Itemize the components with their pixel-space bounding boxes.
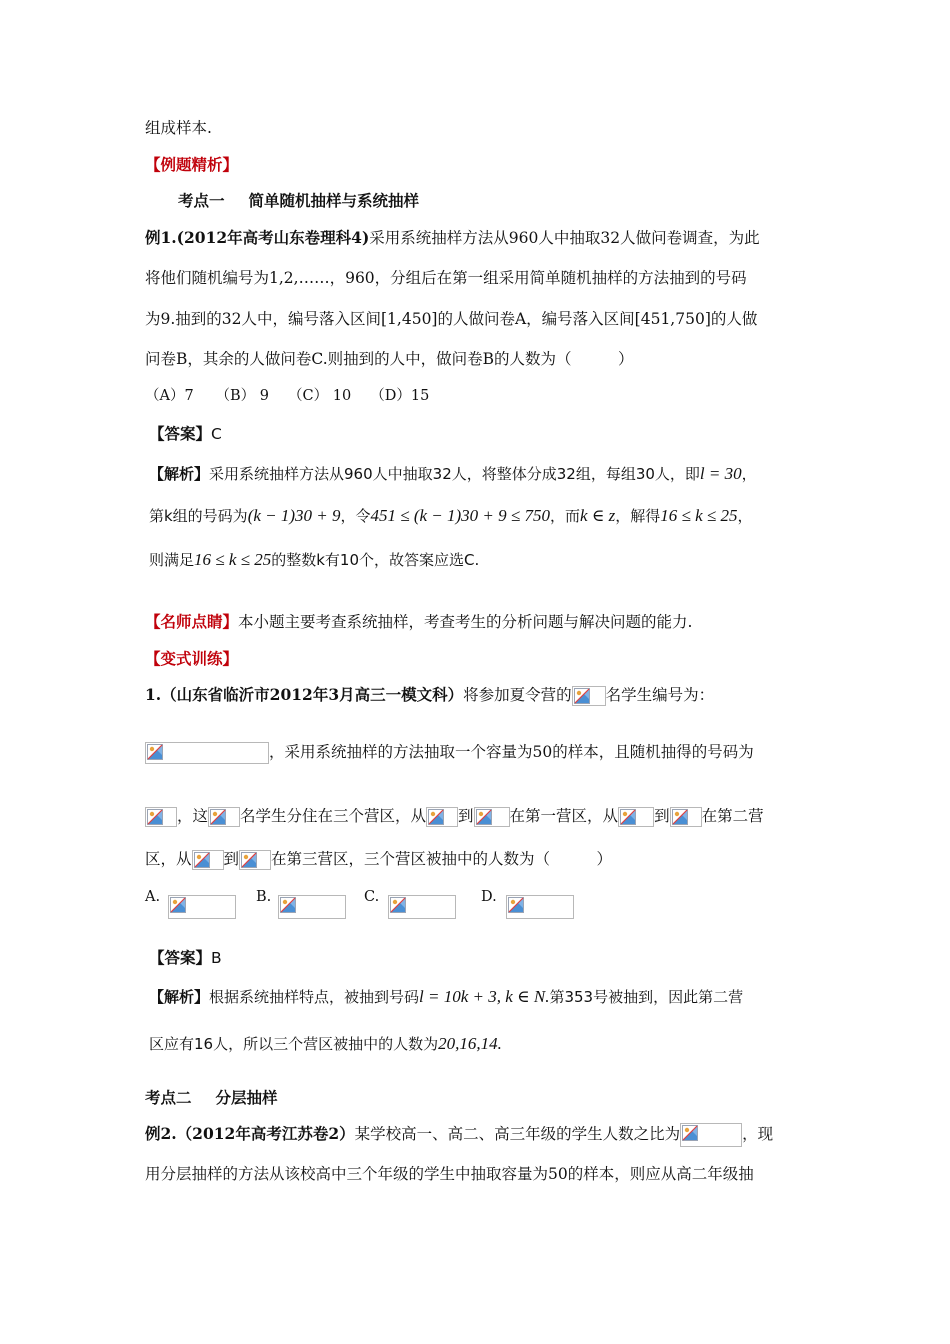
ex2-text1a: 某学校高一、高二、高三年级的学生人数之比为 [354, 1125, 681, 1143]
broken-image-icon [145, 742, 269, 764]
v1-text3f: 在第二营 [701, 807, 764, 825]
v1-text3a: ，这 [177, 807, 209, 825]
ex1-analysis-text2d: ，解得 [615, 507, 661, 525]
ex1-answer [149, 424, 222, 444]
v1-text3d: 在第一营区，从 [509, 807, 619, 825]
topic1-label: 考点一 [178, 191, 225, 210]
v1-analysis-text1a: 根据系统抽样特点，被抽到号码 [209, 988, 420, 1006]
ex1-analysis-line3 [149, 550, 479, 570]
v1-line3 [145, 806, 764, 827]
broken-image-icon [618, 807, 654, 827]
broken-image-icon [506, 895, 574, 919]
v1-text3b: 名学生分住在三个营区，从 [240, 807, 427, 825]
topic2-title: 分层抽样 [215, 1088, 278, 1107]
ex1-analysis-text3b: 的整数k有10个，故答案应选C. [271, 551, 480, 569]
ex1-analysis-label: 【解析】 [149, 465, 210, 483]
topic1-title: 简单随机抽样与系统抽样 [248, 191, 420, 210]
v1-analysis-text1b: 第353号被抽到，因此第二营 [549, 988, 744, 1006]
v1-answer [149, 948, 222, 968]
broken-image-icon [426, 807, 458, 827]
ex1-answer-label: 【答案】 [149, 425, 212, 443]
v1-option-d: D. [481, 889, 497, 905]
broken-image-icon [670, 807, 702, 827]
ex1-analysis-line2 [149, 506, 753, 526]
ex1-analysis-text2c: ，而 [550, 507, 581, 525]
v1-answer-value: B [211, 949, 222, 967]
v1-option-b: B. [256, 889, 272, 905]
v1-text4c: 在第三营区，三个营区被抽中的人数为（ ） [271, 850, 613, 868]
ex1-analysis-line1 [149, 464, 757, 484]
v1-line2 [145, 742, 754, 764]
topic2-label: 考点二 [145, 1088, 192, 1107]
broken-image-icon [278, 895, 346, 919]
ex1-line1 [145, 228, 760, 248]
v1-answer-label: 【答案】 [149, 949, 212, 967]
broken-image-icon [192, 850, 224, 870]
broken-image-icon [208, 807, 240, 827]
ex1-analysis-text3a: 则满足 [149, 551, 195, 569]
broken-image-icon [388, 895, 456, 919]
ex1-analysis-math1: l = 30 [699, 464, 742, 483]
ex1-analysis-math2: (k − 1)30 + 9 [247, 506, 341, 525]
ex1-analysis-text1a: 采用系统抽样方法从960人中抽取32人，将整体分成32组，每组30人，即 [209, 465, 700, 483]
v1-option-a: A. [145, 889, 161, 905]
ex1-analysis-math3: 451 ≤ (k − 1)30 + 9 ≤ 750 [370, 506, 550, 525]
ex1-options: （A）7 （B） 9 （C） 10 （D）15 [145, 388, 430, 404]
ex1-analysis-math6: 16 ≤ k ≤ 25 [194, 550, 272, 569]
broken-image-icon [474, 807, 510, 827]
ex1-line2: 将他们随机编号为1,2,……，960，分组后在第一组采用简单随机抽样的方法抽到的号码 [145, 269, 747, 287]
ex1-comment [145, 612, 692, 632]
section-variant-heading: 【变式训练】 [145, 649, 239, 668]
v1-label: 1.（山东省临沂市2012年3月高三一模文科） [145, 685, 464, 704]
v1-text3c: 到 [458, 807, 474, 825]
v1-analysis-line2 [149, 1034, 502, 1054]
ex2-label: 例2.（2012年高考江苏卷2） [145, 1124, 355, 1143]
ex1-analysis-text2b: ，令 [340, 507, 371, 525]
v1-analysis-label: 【解析】 [149, 988, 210, 1006]
topic1-heading [178, 191, 419, 211]
v1-text2: ，采用系统抽样的方法抽取一个容量为50的样本，且随机抽得的号码为 [269, 743, 754, 761]
v1-text4b: 到 [223, 850, 240, 868]
v1-analysis-line1 [149, 987, 743, 1007]
ex2-text1b: ，现 [742, 1125, 774, 1143]
topic2-heading [145, 1088, 278, 1108]
ex1-line3: 为9.抽到的32人中，编号落入区间[1,450]的人做问卷A，编号落入区间[451,750]的人做 [145, 310, 758, 328]
ex1-comment-text: 本小题主要考查系统抽样，考查考生的分析问题与解决问题的能力. [238, 613, 693, 631]
broken-image-icon [168, 895, 236, 919]
v1-line4 [145, 849, 612, 870]
section-examples-heading: 【例题精析】 [145, 155, 239, 174]
ex2-line2: 用分层抽样的方法从该校高中三个年级的学生中抽取容量为50的样本，则应从高二年级抽 [145, 1165, 754, 1183]
broken-image-icon [680, 1123, 742, 1147]
v1-text1a: 将参加夏令营的 [463, 686, 572, 704]
ex1-analysis-text2a: 第k组的号码为 [149, 507, 248, 525]
broken-image-icon [145, 807, 177, 827]
v1-option-c: C. [364, 889, 380, 905]
ex1-analysis-text1b: ， [741, 465, 757, 483]
ex1-analysis-math4: k ∈ z [580, 506, 616, 525]
intro-tail: 组成样本. [145, 119, 212, 137]
broken-image-icon [239, 850, 271, 870]
v1-analysis-math1: l = 10k + 3, k ∈ N. [419, 987, 550, 1006]
broken-image-icon [572, 686, 606, 706]
v1-line1 [145, 685, 714, 706]
ex1-line4: 问卷B，其余的人做问卷C.则抽到的人中，做问卷B的人数为（ ） [145, 350, 634, 368]
v1-text1b: 名学生编号为： [605, 686, 715, 704]
v1-text4a: 区，从 [145, 850, 192, 868]
ex1-label: 例1.(2012年高考山东卷理科4) [145, 228, 370, 247]
ex1-analysis-math5: 16 ≤ k ≤ 25 [660, 506, 738, 525]
ex2-line1 [145, 1123, 773, 1147]
v1-analysis-text2a: 区应有16人，所以三个营区被抽中的人数为 [149, 1035, 439, 1053]
ex1-answer-value: C [211, 425, 222, 443]
v1-analysis-math2: 20,16,14. [438, 1034, 502, 1053]
ex1-comment-label: 【名师点睛】 [145, 612, 239, 631]
ex1-analysis-text2e: ， [737, 507, 753, 525]
ex1-text1: 采用系统抽样方法从960人中抽取32人做问卷调查，为此 [369, 229, 760, 247]
v1-text3e: 到 [654, 807, 670, 825]
